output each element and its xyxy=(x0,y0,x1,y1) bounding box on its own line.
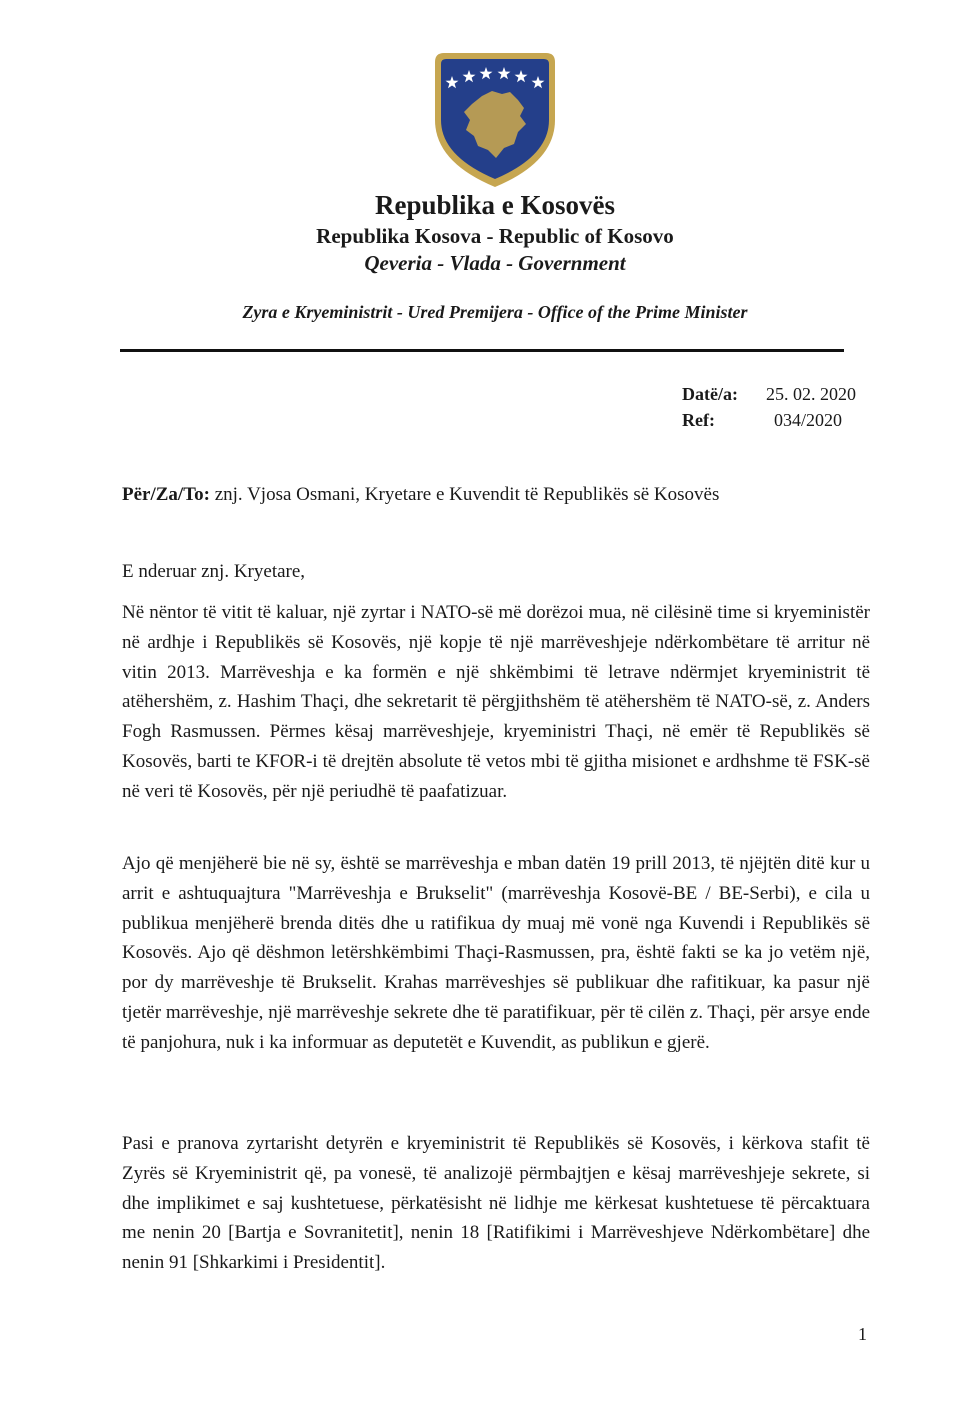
date-label: Datë/a: xyxy=(682,384,738,404)
office-line: Zyra e Kryeministrit - Ured Premijera - Office of the Prime Minister xyxy=(242,302,748,322)
date-row xyxy=(682,384,856,405)
ref-value: 034/2020 xyxy=(773,410,842,430)
addressee-line xyxy=(122,484,719,506)
republic-title: Republika e Kosovës xyxy=(374,190,616,220)
paragraph: Ajo që menjëherë bie në sy, është se marrëveshja e mban datën 19 prill 2013, të njëjtën ditë kur u arrit e ashtuquajtura "Marrëveshja e Brukselit" (marrëveshja Kosovë-BE / BE-Serbi), e cila u publikua menjëherë brenda ditës dhe u ratifikua dy muaj më vonë nga Kuvendi i Republikës së Kosovës. Ajo që dëshmon letërshkëmbimi Thaçi-Rasmussen, pra, është fakti se ka jo vetëm një, por dy marrëveshje të Brukselit. Krahas marrëveshjes së publikuar dhe rafitikuar, ka pasur një tjetër marrëveshje, një marrëveshje sekrete dhe të paratifikuar, për të cilën z. Thaçi, për arsye ende të panjohura, nuk i ka informuar as deputetët e Kuvendit, as publikun e gjerë. xyxy=(122,853,870,1053)
paragraph: Pasi e pranova zyrtarisht detyrën e kryeministrit të Republikës së Kosovës, i kërkova stafit të Zyrës së Kryeministrit që, pa vonesë, të analizojë përmbajtjen e kësaj marrëveshjeje sekrete, si dhe implikimet e saj kushtetuese, përkatësisht në lidhje me kërkesat kushtetuese të përcaktuara me nenin 20 [Bartja e Sovranitetit], nenin 18 [Ratifikimi i Marrëveshjeve Ndërkombëtare] dhe nenin 91 [Shkarkimi i Presidentit]. xyxy=(122,1133,870,1274)
page-number: 1 xyxy=(858,1324,867,1344)
republic-subtitle: Republika Kosova - Republic of Kosovo xyxy=(316,224,674,248)
header-divider xyxy=(120,349,844,352)
addressee-value: znj. Vjosa Osmani, Kryetare e Kuvendit të Republikës së Kosovës xyxy=(209,484,720,505)
date-value: 25. 02. 2020 xyxy=(766,384,856,404)
government-line: Qeveria - Vlada - Government xyxy=(364,251,626,275)
addressee-label: Për/Za/To: xyxy=(122,484,210,505)
ref-label: Ref: xyxy=(682,410,715,430)
salutation: E nderuar znj. Kryetare, xyxy=(122,561,306,582)
paragraph: Në nëntor të vitit të kaluar, një zyrtar i NATO-së më dorëzoi mua, në cilësinë time si kryeministër në ardhje i Republikës së Kosovës, një kopje të një marrëveshjeje ndërkombëtare të arritur në vitin 2013. Marrëveshja e ka formën e një shkëmbimi të letrave ndërmjet kryeministrit të atëhershëm, z. Hashim Thaçi, dhe sekretarit të përgjithshëm të atëhershëm të NATO-së, z. Anders Fogh Rasmussen. Përmes kësaj marrëveshjeje, kryeministri Thaçi, në emër të Republikës së Kosovës, barti te KFOR-i të drejtën absolute të vetos mbi të gjitha misionet e ardhshme të FSK-së në veri të Kosovës, për një periudhë të paafatizuar. xyxy=(122,602,870,802)
ref-row xyxy=(682,410,842,431)
coat-of-arms-icon xyxy=(432,50,558,190)
